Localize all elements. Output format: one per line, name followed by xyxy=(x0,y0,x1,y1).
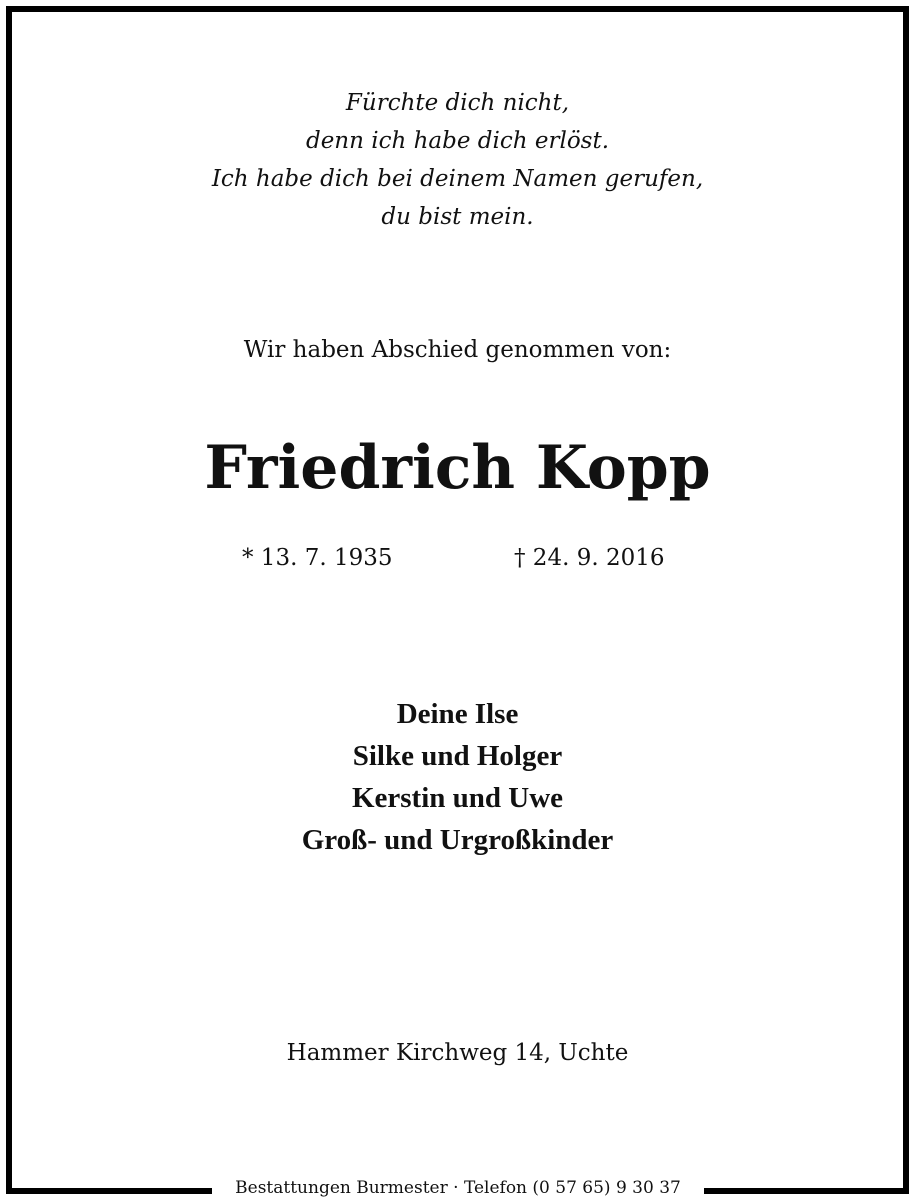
mourner-line: Groß- und Urgroßkinder xyxy=(301,824,614,856)
mourner-line: Kerstin und Uwe xyxy=(351,782,564,814)
funeral-home-footer: Bestattungen Burmester · Telefon (0 57 65) 9 30 37 xyxy=(235,1178,681,1198)
deceased-name: Friedrich Kopp xyxy=(204,433,711,503)
verse-line: du bist mein. xyxy=(381,204,534,230)
farewell-intro: Wir haben Abschied genommen von: xyxy=(243,337,672,363)
verse-line: Fürchte dich nicht, xyxy=(345,90,570,116)
verse-line: denn ich habe dich erlöst. xyxy=(305,128,610,154)
mourners-list xyxy=(0,693,915,861)
verse-line: Ich habe dich bei deinem Namen gerufen, xyxy=(211,166,704,192)
address: Hammer Kirchweg 14, Uchte xyxy=(286,1040,629,1066)
birth-date: * 13. 7. 1935 xyxy=(242,545,393,571)
death-date: † 24. 9. 2016 xyxy=(514,545,665,571)
mourner-line: Deine Ilse xyxy=(396,698,519,730)
bible-verse xyxy=(0,84,915,236)
mourner-line: Silke und Holger xyxy=(352,740,563,772)
